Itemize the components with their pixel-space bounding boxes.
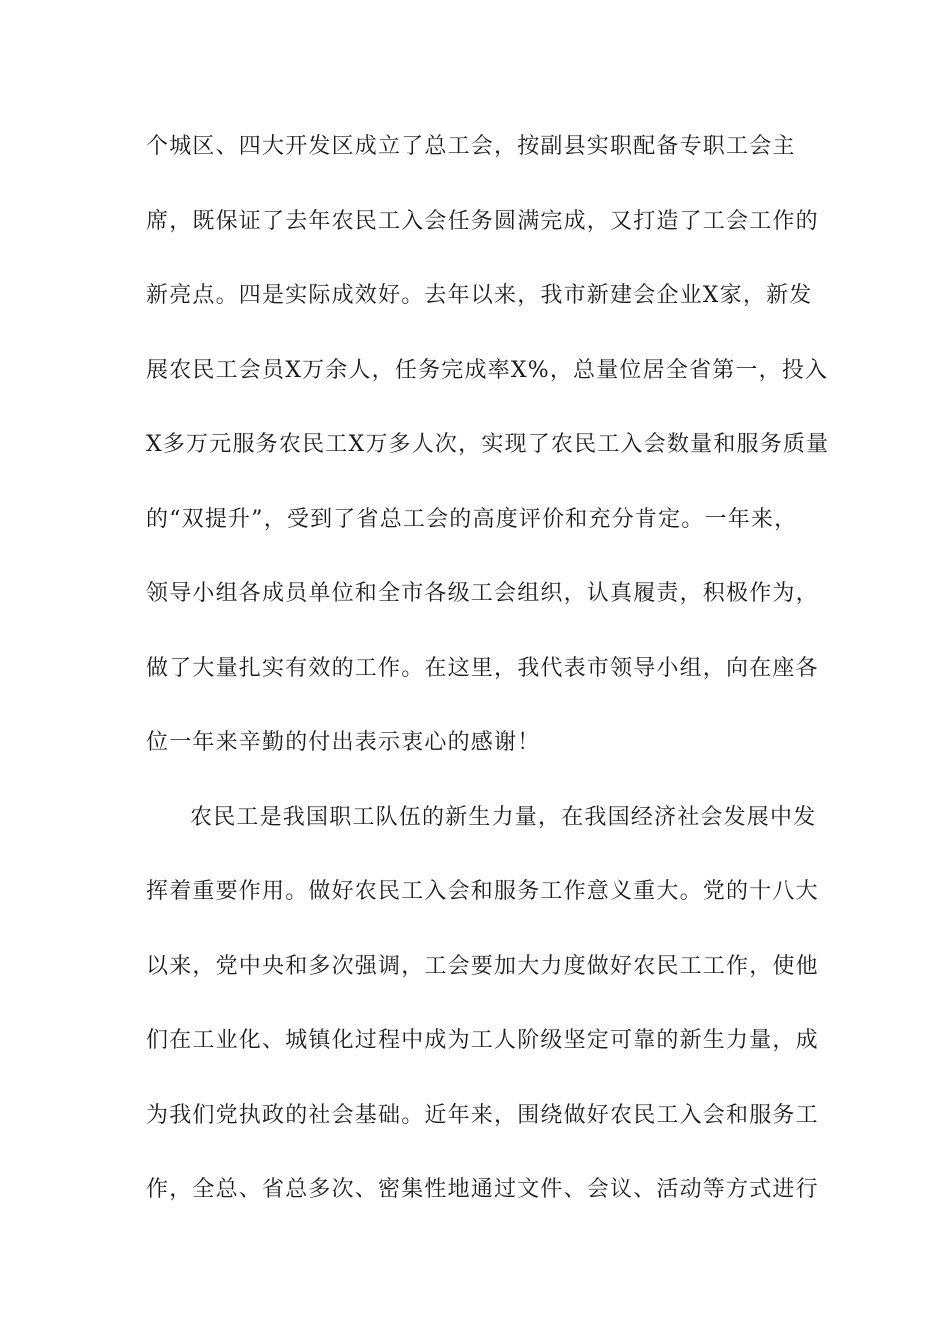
text-line: 挥着重要作用。做好农民工入会和服务工作意义重大。党的十八大	[146, 879, 819, 904]
text-line: 个城区、四大开发区成立了总工会，按副县实职配备专职工会主	[146, 134, 796, 159]
text-line: 新亮点。四是实际成效好。去年以来，我市新建会企业X家，新发	[146, 283, 813, 308]
body-text	[146, 127, 830, 1245]
text-line: 们在工业化、城镇化过程中成为工人阶级坚定可靠的新生力量，成	[146, 1028, 819, 1053]
text-line: 以来，党中央和多次强调，工会要加大力度做好农民工工作，使他	[146, 953, 819, 979]
text-line: 展农民工会员X万余人，任务完成率X%，总量位居全省第一，投入	[146, 357, 829, 383]
text-line: 为我们党执政的社会基础。近年来，围绕做好农民工入会和服务工	[146, 1102, 819, 1128]
text-line: 领导小组各成员单位和全市各级工会组织，认真履责，积极作为，	[146, 581, 819, 606]
text-line: 作，全总、省总多次、密集性地通过文件、会议、活动等方式进行	[146, 1177, 819, 1202]
text-line: X多万元服务农民工X万多人次，实现了农民工入会数量和服务质量	[146, 432, 830, 457]
paragraph-first-line: 农民工是我国职工队伍的新生力量，在我国经济社会发展中发	[190, 804, 817, 830]
text-line: 的“双提升”，受到了省总工会的高度评价和充分肯定。一年来，	[146, 506, 798, 532]
text-line: 席，既保证了去年农民工入会任务圆满完成，又打造了工会工作的	[146, 208, 819, 234]
text-line: 位一年来辛勤的付出表示衷心的感谢！	[146, 730, 541, 755]
text-line: 做了大量扎实有效的工作。在这里，我代表市领导小组，向在座各	[146, 655, 819, 681]
